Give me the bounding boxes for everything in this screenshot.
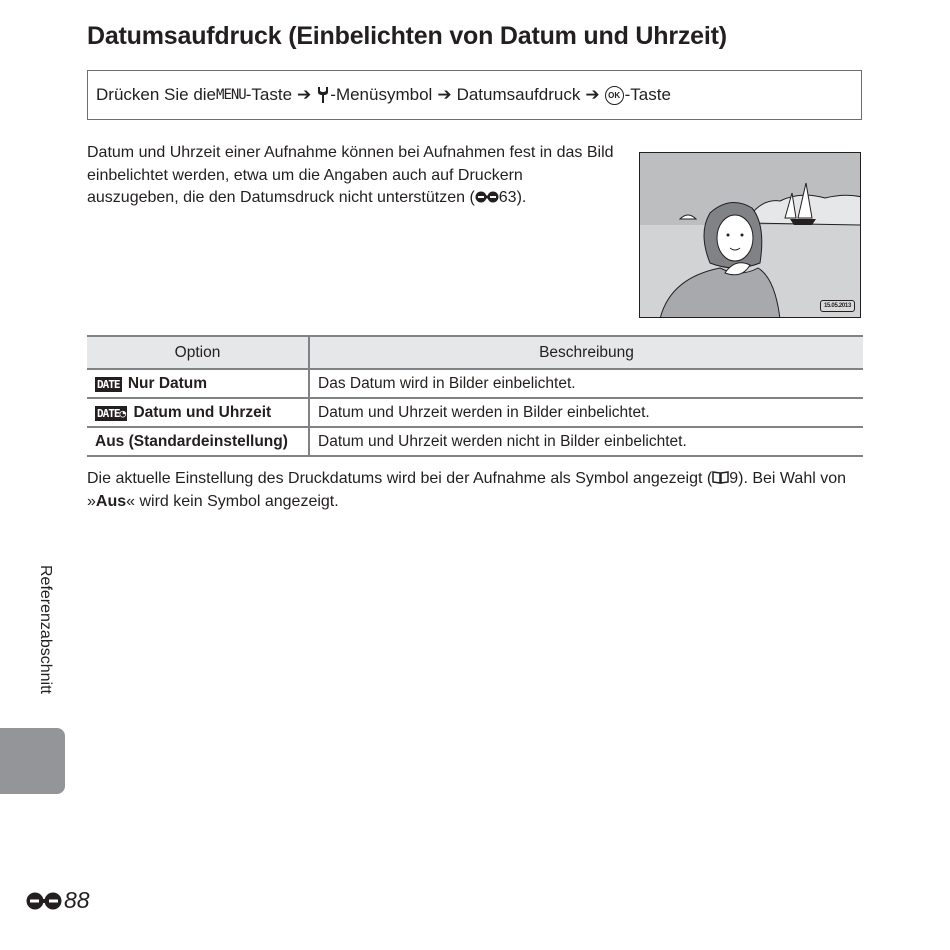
option-table	[87, 335, 863, 457]
menu-path-box	[87, 70, 862, 120]
option-label: Datum und Uhrzeit	[133, 403, 272, 421]
right-arrow-icon: ➔	[437, 85, 452, 104]
date-stamp: 15.05.2013	[820, 300, 855, 312]
book-icon	[712, 470, 729, 484]
section-side-label: Referenzabschnitt	[37, 565, 54, 694]
reference-e-icon	[26, 892, 62, 910]
date-time-icon: DATE◔	[97, 406, 126, 420]
outro-text-3: « wird kein Symbol angezeigt.	[126, 492, 339, 510]
example-photo	[639, 152, 861, 318]
menu-path-text-2: -Taste	[245, 85, 293, 104]
right-arrow-icon: ➔	[585, 85, 600, 104]
table-row	[87, 398, 863, 427]
description-cell: Datum und Uhrzeit werden in Bilder einbelichtet.	[309, 398, 863, 427]
option-label: Nur Datum	[127, 374, 208, 392]
wrench-icon	[316, 86, 330, 104]
description-cell: Das Datum wird in Bilder einbelichtet.	[309, 369, 863, 398]
header-description: Beschreibung	[309, 336, 863, 369]
ok-button-icon: OK	[605, 86, 624, 105]
option-cell	[87, 398, 309, 427]
outro-ref-page: 9	[729, 470, 739, 487]
table-row	[87, 369, 863, 398]
intro-text: Datum und Uhrzeit einer Aufnahme können bei Aufnahmen fest in das Bild einbelichtet werden, etwa um die Angaben auch auf Druckern auszugeben, die den Datumsdruck nicht unterstützen (	[87, 144, 614, 206]
page-title: Datumsaufdruck (Einbelichten von Datum und Uhrzeit)	[87, 22, 727, 50]
date-icon: DATE	[97, 377, 120, 391]
section-tab-marker	[0, 728, 65, 794]
reference-e-icon	[475, 191, 499, 203]
description-cell: Datum und Uhrzeit werden nicht in Bilder einbelichtet.	[309, 427, 863, 456]
page-number-value: 88	[64, 887, 90, 913]
intro-ref-page: 63	[498, 189, 517, 206]
header-option: Option	[87, 336, 309, 369]
outro-text-2: ). Bei Wahl von »	[87, 470, 847, 510]
right-arrow-icon: ➔	[297, 85, 312, 104]
outro-bold-aus: Aus	[95, 492, 127, 510]
menu-path-text-1: Drücken Sie die	[96, 85, 217, 104]
table-row	[87, 427, 863, 456]
menu-path-text-3: -Menüsymbol	[330, 85, 433, 104]
table-header-row	[87, 336, 863, 369]
page-number	[26, 887, 90, 914]
menu-button-label: MENU	[216, 87, 246, 103]
outro-paragraph	[87, 468, 863, 513]
menu-path-text-5: -Taste	[624, 85, 671, 104]
option-label: Aus (Standardeinstellung)	[95, 432, 288, 450]
menu-path-text-4: Datumsaufdruck	[456, 85, 581, 104]
intro-close: ).	[516, 189, 527, 206]
portrait-illustration	[640, 153, 861, 318]
option-cell	[87, 427, 309, 456]
intro-paragraph	[87, 142, 617, 210]
outro-text-1: Die aktuelle Einstellung des Druckdatums wird bei der Aufnahme als Symbol angezeigt (	[87, 470, 713, 487]
date-time-icon-text: DATE	[97, 406, 120, 420]
option-cell	[87, 369, 309, 398]
